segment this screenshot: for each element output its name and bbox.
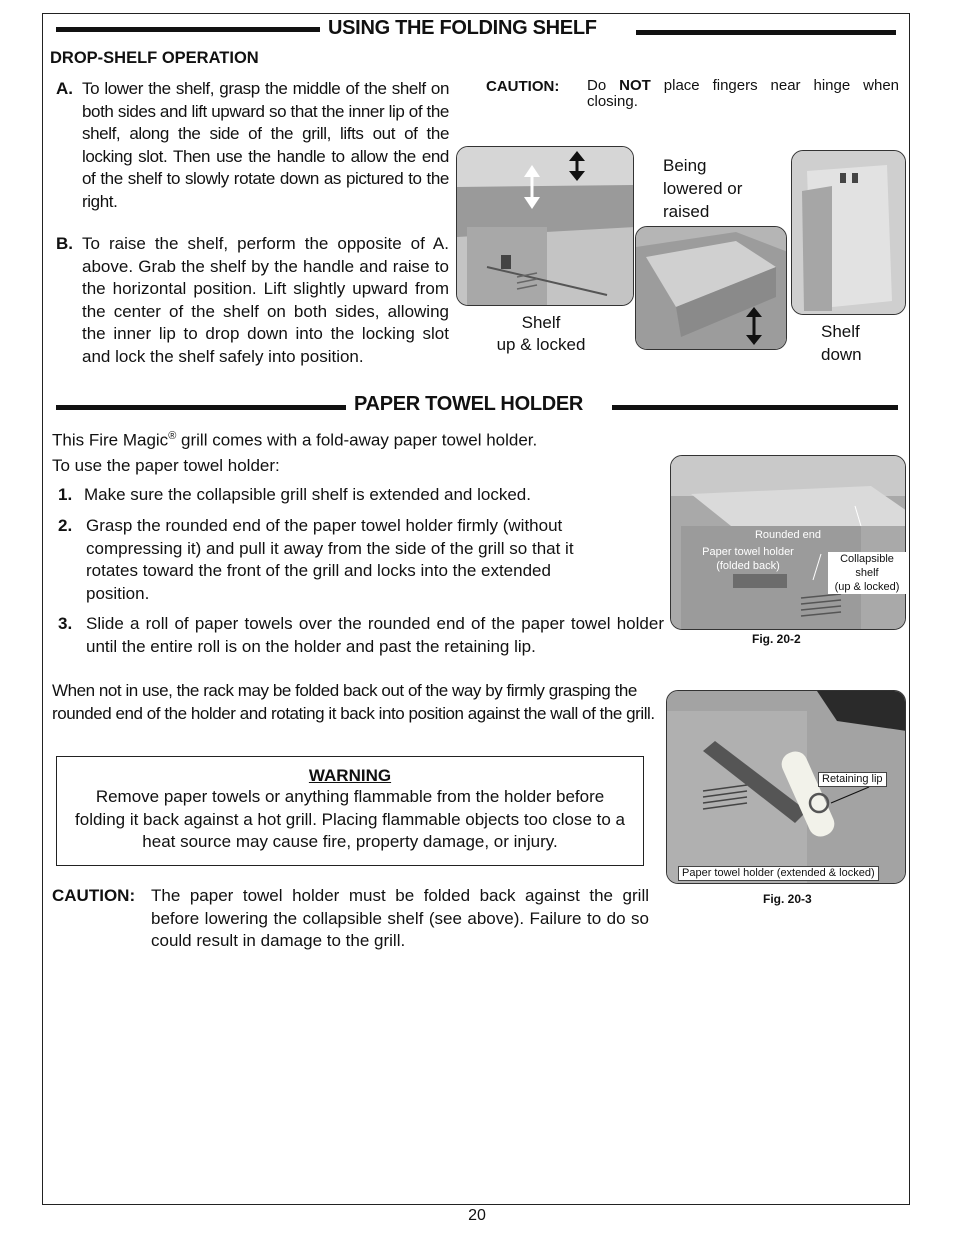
intro-reg: ®	[168, 430, 177, 442]
step-b	[56, 233, 449, 368]
step-a-text: To lower the shelf, grasp the middle of the shelf on both sides and lift upward so that the inner lip of the shelf, along the side of the grill, lifts out of the locking slot. Then use the handle to allow the end of the shelf to slowly rotate down as pictured to the right.	[82, 79, 449, 211]
step-a-label: A.	[56, 79, 73, 98]
section-title-paper-towel: PAPER TOWEL HOLDER	[348, 393, 589, 416]
fig2-holder-1: Paper towel holder	[702, 546, 794, 558]
fig2-holder-label	[690, 545, 806, 573]
caption-lowered-3: raised	[663, 202, 710, 221]
caution-text-towel: The paper towel holder must be folded back against the grill before lowering the collapsible shelf (see above). Failure to do so could result in damage to the grill.	[151, 886, 649, 950]
warning-title: WARNING	[308, 766, 392, 785]
caption-down-1: Shelf	[821, 322, 860, 341]
fig-20-3-label: Fig. 20-3	[763, 892, 812, 906]
caution-label-towel: CAUTION:	[52, 886, 136, 905]
page-number: 20	[468, 1207, 486, 1224]
step-a	[56, 78, 449, 213]
intro-post: grill comes with a fold-away paper towel holder.	[176, 430, 538, 450]
towel-step-1-text: Make sure the collapsible grill shelf is extended and locked.	[84, 485, 531, 504]
subtitle-drop-shelf: DROP-SHELF OPERATION	[50, 49, 259, 67]
towel-step-3	[58, 613, 664, 658]
intro-line	[52, 425, 537, 452]
fig2-shelf-2: shelf	[855, 567, 879, 579]
caption-shelf-down	[821, 320, 862, 366]
fold-back-text: When not in use, the rack may be folded back out of the way by firmly grasping the rounded end of the holder and rotating it back into position against the wall of the grill.	[52, 681, 655, 723]
step-b-text: To raise the shelf, perform the opposite of A. above. Grab the shelf by the handle and raise to the horizontal position. Lift slightly upward from the center of the shelf on both sides, allowing the inner lip to drop down into the locking slot and lock the shelf safely into position.	[82, 234, 449, 366]
photo-shelf-up-locked	[456, 146, 634, 306]
caution-post: place fingers near hinge when closing.	[587, 77, 900, 110]
heading2-rule-right	[612, 405, 898, 410]
section-title-folding-shelf: USING THE FOLDING SHELF	[322, 17, 603, 40]
towel-step-3-text: Slide a roll of paper towels over the rounded end of the paper towel holder until the entire roll is on the holder and past the retaining lip.	[86, 614, 664, 656]
fig2-shelf-1: Collapsible	[840, 553, 894, 565]
figure-20-2-photo	[670, 455, 906, 630]
towel-step-1	[58, 484, 644, 507]
fig2-rounded-end-label: Rounded end	[754, 529, 822, 541]
heading-rule-right	[636, 30, 896, 35]
heading2-rule-left	[56, 405, 346, 410]
caption-lowered-2: lowered or	[663, 179, 743, 198]
towel-step-1-label: 1.	[58, 485, 73, 504]
photo-shelf-being-lowered	[635, 226, 787, 350]
photo-shelf-down	[791, 150, 906, 315]
heading-rule-left	[56, 27, 320, 32]
figure-20-3-photo	[666, 690, 906, 884]
fig3-retaining-lip-label: Retaining lip	[818, 772, 887, 787]
caption-up-2: up & locked	[496, 335, 586, 354]
step-b-label: B.	[56, 234, 73, 253]
intro-pre: This Fire Magic	[52, 430, 169, 450]
towel-step-3-label: 3.	[58, 614, 73, 633]
caution-text-hinge	[587, 78, 899, 110]
towel-step-2-label: 2.	[58, 516, 73, 535]
caption-lowered-1: Being	[663, 156, 707, 175]
warning-box	[56, 756, 644, 866]
fig3-holder-label: Paper towel holder (extended & locked)	[678, 866, 879, 881]
towel-step-2-text: Grasp the rounded end of the paper towel holder firmly (without compressing it) and pull it away from the side of the grill so that it rotates toward the front of the grill and locks into the extended position.	[86, 516, 574, 603]
use-line: To use the paper towel holder:	[52, 456, 280, 475]
caption-shelf-up-locked	[480, 312, 602, 356]
caution-not: NOT	[619, 77, 651, 94]
caution-label-hinge: CAUTION:	[486, 78, 560, 95]
caption-up-1: Shelf	[521, 313, 561, 332]
towel-step-2	[58, 515, 614, 605]
fig-20-2-label: Fig. 20-2	[752, 632, 801, 646]
warning-text: Remove paper towels or anything flammable from the holder before folding it back against a hot grill. Placing flammable objects too close to a heat source may cause fire, property damage, or injury.	[75, 787, 625, 851]
caution-pre: Do	[587, 77, 607, 94]
fig2-holder-2: (folded back)	[716, 560, 780, 572]
caption-being-lowered	[663, 154, 742, 223]
fig2-shelf-3: (up & locked)	[834, 581, 900, 593]
fig2-shelf-label	[828, 552, 906, 594]
caption-down-2: down	[821, 345, 862, 364]
